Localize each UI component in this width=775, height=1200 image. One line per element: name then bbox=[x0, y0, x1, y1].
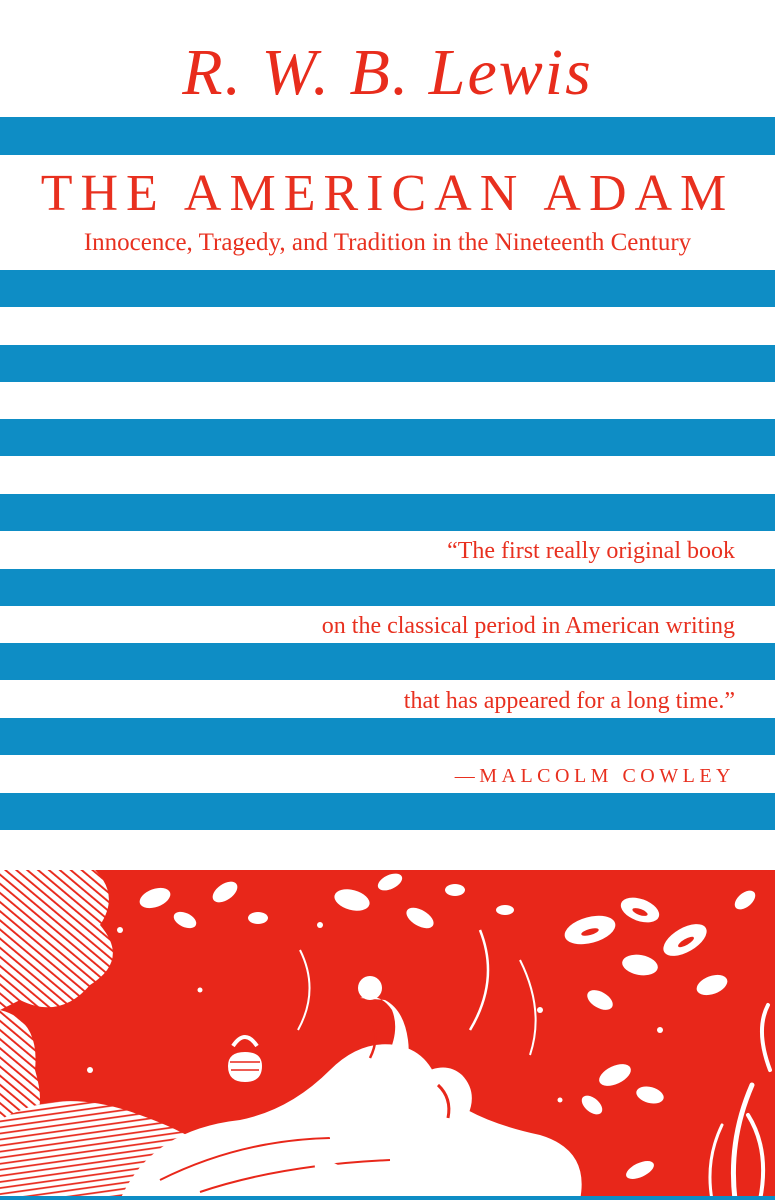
bottom-blue-edge bbox=[0, 1196, 775, 1200]
blue-stripe bbox=[0, 419, 775, 456]
blue-stripe bbox=[0, 793, 775, 830]
quote-line-2: on the classical period in American writing bbox=[321, 613, 735, 639]
blue-stripe bbox=[0, 270, 775, 307]
quote-line-1: “The first really original book bbox=[447, 538, 735, 564]
blue-stripe bbox=[0, 643, 775, 680]
blue-stripe bbox=[0, 345, 775, 382]
blue-stripe bbox=[0, 718, 775, 755]
quote-attribution: —MALCOLM COWLEY bbox=[454, 765, 735, 787]
quote-line-3: that has appeared for a long time.” bbox=[403, 688, 735, 714]
author-name: R. W. B. Lewis bbox=[182, 36, 593, 109]
blue-stripe bbox=[0, 117, 775, 155]
blue-stripe bbox=[0, 569, 775, 606]
pastoral-toile-illustration bbox=[0, 870, 775, 1200]
book-subtitle: Innocence, Tragedy, and Tradition in the Nineteenth Century bbox=[83, 229, 692, 256]
blue-stripe bbox=[0, 494, 775, 531]
book-title: THE AMERICAN ADAM bbox=[40, 165, 735, 222]
